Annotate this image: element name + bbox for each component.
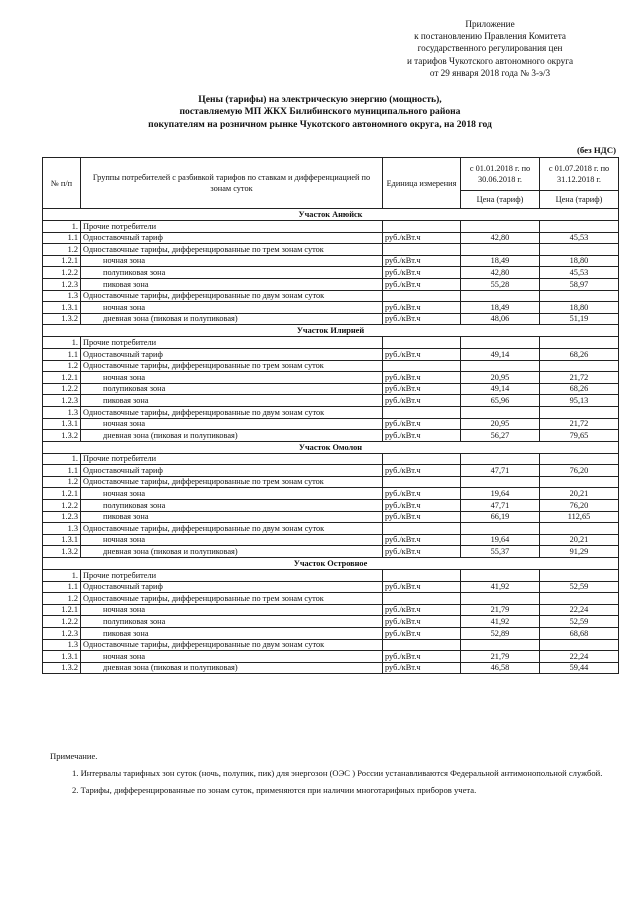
row-price-period-1: 41,92 [461, 581, 540, 593]
row-label: ночная зона [81, 255, 383, 267]
row-price-period-1 [461, 221, 540, 233]
row-price-period-2: 22,24 [540, 651, 619, 663]
notes-block [50, 748, 620, 799]
row-number: 1.2.1 [43, 372, 81, 384]
row-price-period-1: 55,37 [461, 546, 540, 558]
row-label: ночная зона [81, 302, 383, 314]
table-row [43, 570, 619, 582]
table-row [43, 523, 619, 535]
row-number: 1.1 [43, 465, 81, 477]
row-number: 1.1 [43, 232, 81, 244]
section-header-row [43, 325, 619, 337]
row-label: ночная зона [81, 418, 383, 430]
row-number: 1.1 [43, 581, 81, 593]
row-unit: руб./кВт.ч [383, 511, 461, 523]
row-unit: руб./кВт.ч [383, 581, 461, 593]
table-row [43, 395, 619, 407]
row-price-period-2 [540, 360, 619, 372]
table-row [43, 616, 619, 628]
row-label: дневная зона (пиковая и полупиковая) [81, 313, 383, 325]
row-number: 1.2.3 [43, 278, 81, 290]
table-row [43, 628, 619, 640]
row-price-period-1: 41,92 [461, 616, 540, 628]
row-price-period-2: 59,44 [540, 662, 619, 674]
row-label: ночная зона [81, 372, 383, 384]
row-unit: руб./кВт.ч [383, 651, 461, 663]
row-unit: руб./кВт.ч [383, 348, 461, 360]
row-number: 1.3.2 [43, 662, 81, 674]
row-price-period-2 [540, 290, 619, 302]
row-unit: руб./кВт.ч [383, 232, 461, 244]
table-row [43, 383, 619, 395]
table-row [43, 372, 619, 384]
row-number: 1.2.2 [43, 500, 81, 512]
row-unit: руб./кВт.ч [383, 418, 461, 430]
appendix-line: от 29 января 2018 года № 3-э/3 [429, 67, 551, 78]
row-price-period-1: 49,14 [461, 348, 540, 360]
row-unit: руб./кВт.ч [383, 430, 461, 442]
table-row [43, 604, 619, 616]
row-label: полупиковая зона [81, 383, 383, 395]
row-label: пиковая зона [81, 511, 383, 523]
appendix-line: Приложение [465, 19, 515, 29]
table-row [43, 221, 619, 233]
table-row [43, 278, 619, 290]
row-price-period-1: 42,80 [461, 267, 540, 279]
row-number: 1.2 [43, 476, 81, 488]
header-group: Группы потребителей с разбивкой тарифов по ставкам и дифференциацией по зонам суток [81, 158, 383, 209]
row-unit: руб./кВт.ч [383, 313, 461, 325]
row-number: 1.2 [43, 244, 81, 256]
row-label: полупиковая зона [81, 267, 383, 279]
row-number: 1.2.1 [43, 604, 81, 616]
section-name: Участок Островное [43, 558, 619, 570]
row-number: 1.2 [43, 360, 81, 372]
row-label: Прочие потребители [81, 453, 383, 465]
row-unit: руб./кВт.ч [383, 604, 461, 616]
row-price-period-2: 18,80 [540, 255, 619, 267]
row-price-period-1: 20,95 [461, 418, 540, 430]
row-label: Одноставочные тарифы, дифференцированные по трем зонам суток [81, 244, 383, 256]
row-label: дневная зона (пиковая и полупиковая) [81, 662, 383, 674]
row-price-period-2: 18,80 [540, 302, 619, 314]
row-unit: руб./кВт.ч [383, 395, 461, 407]
row-price-period-2: 21,72 [540, 372, 619, 384]
row-price-period-1: 19,64 [461, 534, 540, 546]
row-unit: руб./кВт.ч [383, 628, 461, 640]
row-price-period-2: 52,59 [540, 616, 619, 628]
row-price-period-2 [540, 570, 619, 582]
row-price-period-1: 49,14 [461, 383, 540, 395]
row-price-period-1 [461, 406, 540, 418]
section-name: Участок Анюйск [43, 209, 619, 221]
appendix-block [370, 18, 610, 79]
row-label: ночная зона [81, 604, 383, 616]
table-row [43, 313, 619, 325]
table-row [43, 255, 619, 267]
row-number: 1.2.3 [43, 628, 81, 640]
row-unit [383, 639, 461, 651]
title-line: поставляемую МП ЖКХ Билибинского муниципального района [179, 106, 461, 118]
row-unit: руб./кВт.ч [383, 500, 461, 512]
row-label: ночная зона [81, 534, 383, 546]
row-price-period-2 [540, 453, 619, 465]
table-row [43, 651, 619, 663]
row-number: 1.3.1 [43, 418, 81, 430]
row-price-period-2: 76,20 [540, 500, 619, 512]
header-unit: Единица измерения [383, 158, 461, 209]
row-number: 1.3 [43, 290, 81, 302]
row-unit [383, 593, 461, 605]
row-label: Одноставочные тарифы, дифференцированные по двум зонам суток [81, 639, 383, 651]
row-label: Одноставочный тариф [81, 465, 383, 477]
row-price-period-2 [540, 476, 619, 488]
row-price-period-2 [540, 406, 619, 418]
row-unit: руб./кВт.ч [383, 534, 461, 546]
row-label: Одноставочные тарифы, дифференцированные по трем зонам суток [81, 593, 383, 605]
table-row [43, 662, 619, 674]
row-unit: руб./кВт.ч [383, 302, 461, 314]
table-row [43, 476, 619, 488]
row-price-period-1 [461, 360, 540, 372]
row-price-period-2 [540, 337, 619, 349]
row-price-period-1: 52,89 [461, 628, 540, 640]
section-header-row [43, 209, 619, 221]
row-number: 1.1 [43, 348, 81, 360]
row-price-period-2: 95,13 [540, 395, 619, 407]
table-row [43, 465, 619, 477]
title-line: покупателям на розничном рынке Чукотского автономного округа, на 2018 год [148, 118, 492, 130]
row-label: полупиковая зона [81, 500, 383, 512]
row-price-period-2: 45,53 [540, 267, 619, 279]
table-body [43, 209, 619, 674]
row-price-period-2: 91,29 [540, 546, 619, 558]
row-unit: руб./кВт.ч [383, 616, 461, 628]
row-number: 1.3 [43, 406, 81, 418]
row-unit [383, 290, 461, 302]
row-number: 1.3 [43, 523, 81, 535]
row-price-period-1: 47,71 [461, 465, 540, 477]
row-unit [383, 244, 461, 256]
row-price-period-2: 21,72 [540, 418, 619, 430]
document-title [90, 94, 550, 131]
table-row [43, 360, 619, 372]
row-label: пиковая зона [81, 278, 383, 290]
row-price-period-1: 21,79 [461, 604, 540, 616]
row-price-period-1 [461, 523, 540, 535]
row-unit [383, 570, 461, 582]
row-price-period-2 [540, 523, 619, 535]
tariff-table [42, 157, 619, 674]
row-price-period-1: 47,71 [461, 500, 540, 512]
row-label: Прочие потребители [81, 337, 383, 349]
row-label: Прочие потребители [81, 221, 383, 233]
row-price-period-1 [461, 639, 540, 651]
row-number: 1.3.1 [43, 651, 81, 663]
row-number: 1. [43, 570, 81, 582]
row-unit [383, 360, 461, 372]
vat-note: (без НДС) [576, 145, 616, 155]
row-number: 1.2.1 [43, 488, 81, 500]
row-price-period-1: 46,58 [461, 662, 540, 674]
table-row [43, 348, 619, 360]
row-unit [383, 523, 461, 535]
row-number: 1.3.2 [43, 546, 81, 558]
row-unit [383, 221, 461, 233]
row-number: 1.3.2 [43, 430, 81, 442]
table-row [43, 511, 619, 523]
table-row [43, 534, 619, 546]
table-row [43, 406, 619, 418]
table-row [43, 639, 619, 651]
table-row [43, 453, 619, 465]
row-price-period-1: 48,06 [461, 313, 540, 325]
title-line: Цены (тарифы) на электрическую энергию (мощность), [198, 94, 442, 105]
note-item: 2. Тарифы, дифференцированные по зонам суток, применяются при наличии многотарифных приборов учета. [72, 785, 477, 795]
row-price-period-2: 22,24 [540, 604, 619, 616]
row-price-period-2: 68,26 [540, 383, 619, 395]
header-num: № п/п [43, 158, 81, 209]
row-label: дневная зона (пиковая и полупиковая) [81, 546, 383, 558]
row-number: 1. [43, 453, 81, 465]
row-number: 1.3 [43, 639, 81, 651]
row-unit [383, 337, 461, 349]
header-period-1: с 01.01.2018 г. по 30.06.2018 г. [461, 158, 540, 191]
row-price-period-2 [540, 593, 619, 605]
notes-heading: Примечание. [50, 751, 98, 761]
table-row [43, 546, 619, 558]
appendix-line: к постановлению Правления Комитета [414, 31, 566, 42]
row-price-period-1: 18,49 [461, 255, 540, 267]
row-label: Одноставочный тариф [81, 348, 383, 360]
row-unit [383, 453, 461, 465]
row-price-period-1 [461, 570, 540, 582]
row-label: Одноставочные тарифы, дифференцированные по двум зонам суток [81, 523, 383, 535]
row-label: Одноставочные тарифы, дифференцированные по двум зонам суток [81, 290, 383, 302]
header-period-2: с 01.07.2018 г. по 31.12.2018 г. [540, 158, 619, 191]
row-number: 1.2.2 [43, 383, 81, 395]
row-price-period-2: 51,19 [540, 313, 619, 325]
note-item: 1. Интервалы тарифных зон суток (ночь, полупик, пик) для энергозон (ОЭС ) России устанавливаются Федеральной антимонопольной службой. [72, 768, 603, 778]
row-price-period-1: 18,49 [461, 302, 540, 314]
row-number: 1.2.1 [43, 255, 81, 267]
row-unit: руб./кВт.ч [383, 546, 461, 558]
row-number: 1.2.3 [43, 511, 81, 523]
row-price-period-1: 19,64 [461, 488, 540, 500]
row-price-period-2: 20,21 [540, 488, 619, 500]
table-row [43, 581, 619, 593]
table-row [43, 593, 619, 605]
row-label: Прочие потребители [81, 570, 383, 582]
table-row [43, 232, 619, 244]
row-label: дневная зона (пиковая и полупиковая) [81, 430, 383, 442]
row-price-period-2 [540, 639, 619, 651]
row-unit: руб./кВт.ч [383, 255, 461, 267]
section-name: Участок Илирней [43, 325, 619, 337]
table-row [43, 500, 619, 512]
row-number: 1.2.3 [43, 395, 81, 407]
table-row [43, 302, 619, 314]
row-price-period-1 [461, 476, 540, 488]
row-label: пиковая зона [81, 395, 383, 407]
section-header-row [43, 558, 619, 570]
table-row [43, 337, 619, 349]
row-unit [383, 476, 461, 488]
row-unit: руб./кВт.ч [383, 488, 461, 500]
row-label: Одноставочные тарифы, дифференцированные по двум зонам суток [81, 406, 383, 418]
row-number: 1.3.1 [43, 302, 81, 314]
row-price-period-2: 112,65 [540, 511, 619, 523]
row-label: Одноставочный тариф [81, 581, 383, 593]
table-row [43, 430, 619, 442]
row-price-period-1: 20,95 [461, 372, 540, 384]
row-label: ночная зона [81, 651, 383, 663]
row-unit [383, 406, 461, 418]
row-number: 1.2.2 [43, 616, 81, 628]
header-price-2: Цена (тариф) [540, 191, 619, 209]
row-price-period-1 [461, 244, 540, 256]
row-number: 1.3.2 [43, 313, 81, 325]
row-number: 1.2.2 [43, 267, 81, 279]
table-row [43, 488, 619, 500]
row-label: ночная зона [81, 488, 383, 500]
row-price-period-2 [540, 221, 619, 233]
row-label: Одноставочный тариф [81, 232, 383, 244]
row-price-period-1 [461, 290, 540, 302]
row-price-period-1 [461, 337, 540, 349]
appendix-line: и тарифов Чукотского автономного округа [406, 55, 574, 66]
row-price-period-2: 79,65 [540, 430, 619, 442]
row-price-period-1 [461, 453, 540, 465]
section-header-row [43, 441, 619, 453]
row-unit: руб./кВт.ч [383, 267, 461, 279]
row-label: Одноставочные тарифы, дифференцированные по трем зонам суток [81, 360, 383, 372]
table-row [43, 267, 619, 279]
row-price-period-2: 45,53 [540, 232, 619, 244]
appendix-line: государственного регулирования цен [417, 43, 563, 54]
row-price-period-1: 66,19 [461, 511, 540, 523]
row-price-period-1: 42,80 [461, 232, 540, 244]
row-price-period-1: 65,96 [461, 395, 540, 407]
row-number: 1. [43, 221, 81, 233]
row-unit: руб./кВт.ч [383, 372, 461, 384]
row-label: полупиковая зона [81, 616, 383, 628]
row-price-period-2: 58,97 [540, 278, 619, 290]
row-price-period-2: 20,21 [540, 534, 619, 546]
row-price-period-1: 56,27 [461, 430, 540, 442]
row-unit: руб./кВт.ч [383, 662, 461, 674]
row-price-period-2: 68,68 [540, 628, 619, 640]
row-price-period-1: 55,28 [461, 278, 540, 290]
row-unit: руб./кВт.ч [383, 465, 461, 477]
table-row [43, 418, 619, 430]
row-unit: руб./кВт.ч [383, 278, 461, 290]
row-price-period-2 [540, 244, 619, 256]
row-price-period-2: 76,20 [540, 465, 619, 477]
table-row [43, 290, 619, 302]
row-label: пиковая зона [81, 628, 383, 640]
section-name: Участок Омолон [43, 441, 619, 453]
row-number: 1. [43, 337, 81, 349]
header-price-1: Цена (тариф) [461, 191, 540, 209]
row-price-period-2: 68,26 [540, 348, 619, 360]
row-label: Одноставочные тарифы, дифференцированные по трем зонам суток [81, 476, 383, 488]
row-price-period-1 [461, 593, 540, 605]
row-number: 1.3.1 [43, 534, 81, 546]
table-row [43, 244, 619, 256]
row-price-period-2: 52,59 [540, 581, 619, 593]
row-unit: руб./кВт.ч [383, 383, 461, 395]
row-price-period-1: 21,79 [461, 651, 540, 663]
row-number: 1.2 [43, 593, 81, 605]
